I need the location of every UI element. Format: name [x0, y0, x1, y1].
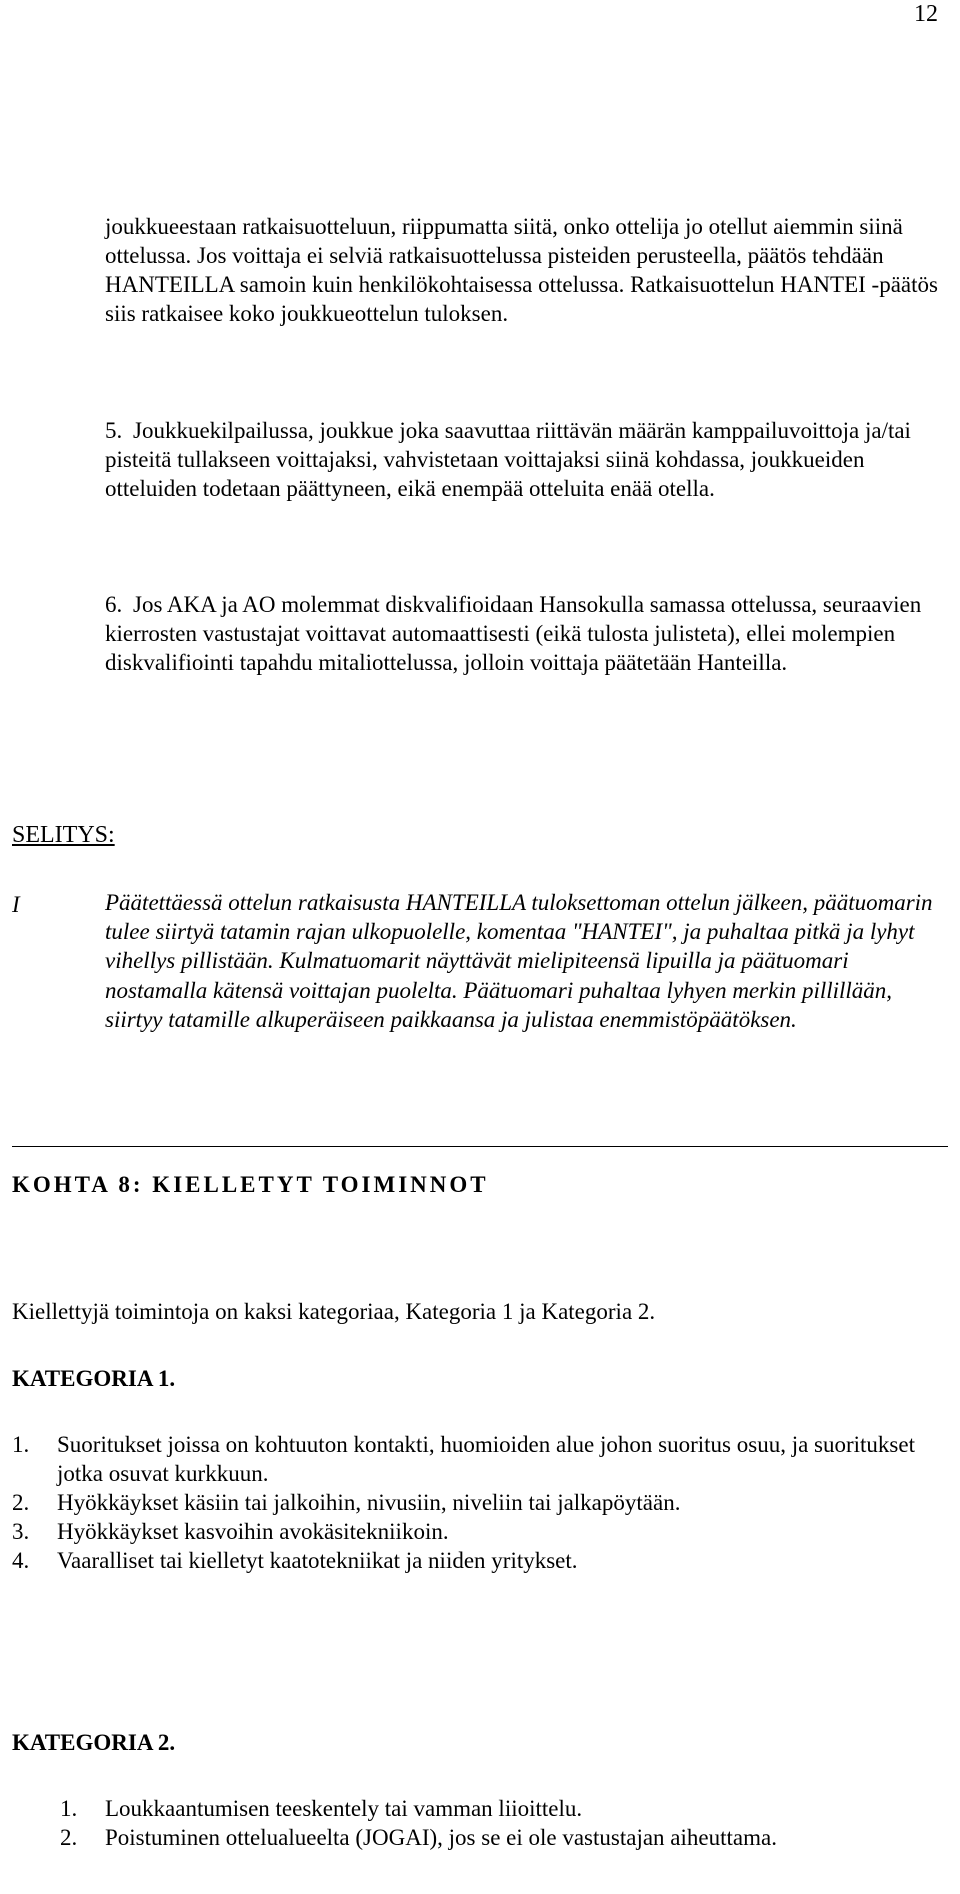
section-intro: Kiellettyjä toimintoja on kaksi kategoriaa, Kategoria 1 ja Kategoria 2.	[12, 1299, 656, 1324]
page-number: 12	[914, 1, 938, 27]
item-number: 3.	[12, 1519, 30, 1544]
list-item	[12, 1430, 942, 1488]
selitys-text: Päätettäessä ottelun ratkaisusta HANTEILLA tuloksettoman ottelun jälkeen, päätuomarin tulee siirtyä tatamin rajan ulkopuolelle, komentaa "HANTEI", ja puhaltaa pitkä ja lyhyt vihellys pillistään. Kulmatuomarit näyttävät mielipiteensä lipuilla ja päätuomari nostamalla kätensä voittajan puolelta. Päätuomari puhaltaa lyhyen merkin pillillään, siirtyy tatamille alkuperäiseen paikkaansa ja julistaa enemmistöpäätöksen.	[105, 890, 933, 1032]
item-text: Loukkaantumisen teeskentely tai vamman liioittelu.	[105, 1796, 583, 1821]
item-number: 1.	[60, 1796, 78, 1821]
item-number: 4.	[12, 1548, 30, 1573]
list-item	[60, 1794, 940, 1823]
kategoria-2-heading: KATEGORIA 2.	[12, 1730, 176, 1755]
item-number: 5.	[105, 418, 123, 443]
selitys-heading: SELITYS:	[12, 822, 115, 848]
intro-paragraph: joukkueestaan ratkaisuotteluun, riippumatta siitä, onko ottelija jo otellut aiemmin siinä ottelussa. Jos voittaja ei selviä ratkaisuottelussa pisteiden perusteella, päätös tehdään HANTEILLA samoin kuin henkilökohtaisessa ottelussa. Ratkaisuottelun HANTEI -päätös siis ratkaisee koko joukkueottelun tuloksen.	[105, 214, 938, 326]
list-item-5	[105, 416, 945, 503]
kategoria-2-list	[60, 1794, 940, 1852]
item-text: Joukkuekilpailussa, joukkue joka saavuttaa riittävän määrän kamppailuvoittoja ja/tai pisteitä tullakseen voittajaksi, vahvistetaan voittajaksi siinä kohdassa, joukkueiden otteluiden todetaan päättyneen, eikä enempää otteluita enää otella.	[105, 418, 911, 501]
list-item	[12, 1517, 942, 1546]
item-number: 1.	[12, 1432, 30, 1457]
item-text: Hyökkäykset kasvoihin avokäsitekniikoin.	[57, 1519, 449, 1544]
item-number: 2.	[12, 1490, 30, 1515]
selitys-marker: I	[12, 892, 20, 917]
item-text: Hyökkäykset käsiin tai jalkoihin, nivusiin, niveliin tai jalkapöytään.	[57, 1490, 681, 1515]
list-item-6	[105, 590, 945, 677]
item-text: Suoritukset joissa on kohtuuton kontakti, huomioiden alue johon suoritus osuu, ja suoritukset jotka osuvat kurkkuun.	[57, 1432, 915, 1486]
item-text: Vaaralliset tai kielletyt kaatotekniikat ja niiden yritykset.	[57, 1548, 578, 1573]
kategoria-1-list	[12, 1430, 942, 1575]
list-item	[12, 1546, 942, 1575]
item-text: Jos AKA ja AO molemmat diskvalifioidaan Hansokulla samassa ottelussa, seuraavien kierrosten vastustajat voittavat automaattisesti (eikä tulosta julisteta), ellei molempien diskvalifiointi tapahdu mitaliottelussa, jolloin voittaja päätetään Hanteilla.	[105, 592, 922, 675]
section-divider	[12, 1146, 948, 1147]
section-title: KOHTA 8: KIELLETYT TOIMINNOT	[12, 1172, 489, 1197]
list-item	[60, 1823, 940, 1852]
item-text: Poistuminen ottelualueelta (JOGAI), jos se ei ole vastustajan aiheuttama.	[105, 1825, 777, 1850]
list-item	[12, 1488, 942, 1517]
item-number: 2.	[60, 1825, 78, 1850]
item-number: 6.	[105, 592, 123, 617]
kategoria-1-heading: KATEGORIA 1.	[12, 1366, 176, 1391]
